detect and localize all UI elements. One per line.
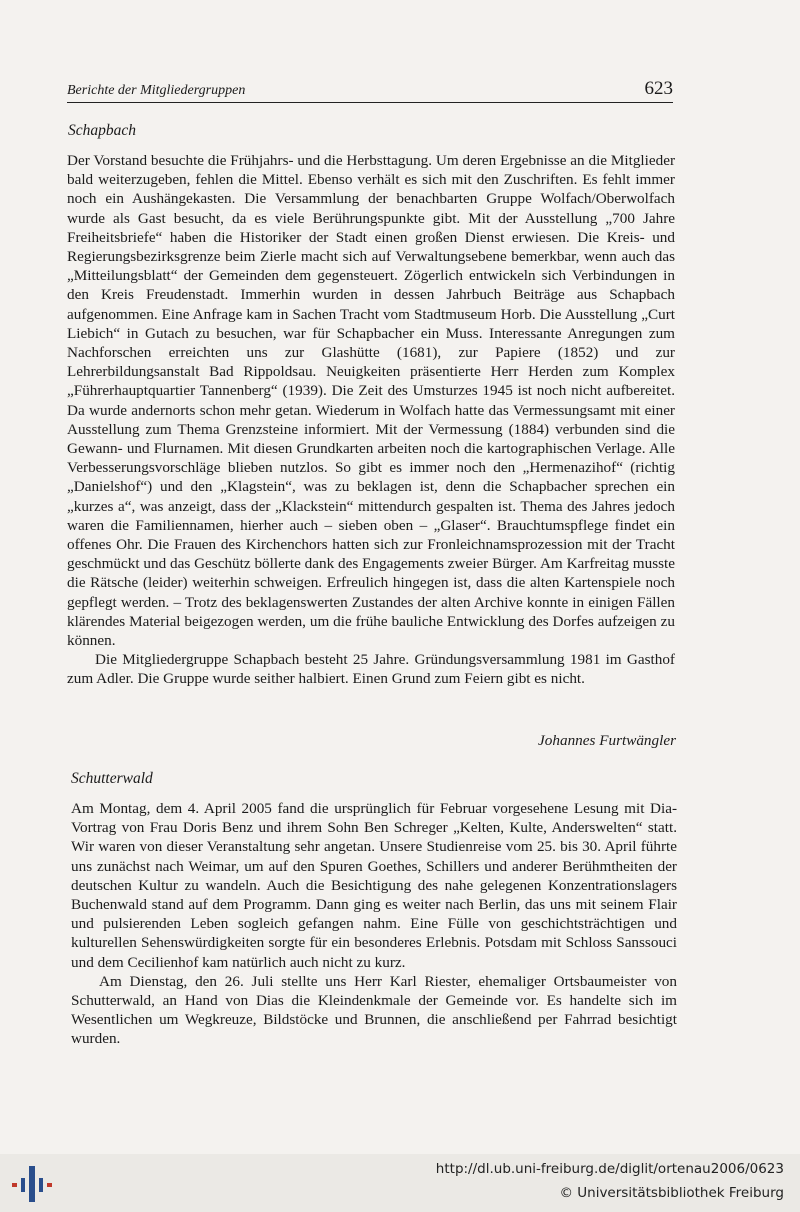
section-body-schapbach (67, 151, 675, 689)
source-url-link[interactable]: http://dl.ub.uni-freiburg.de/diglit/ortenau2006/0623 (435, 1161, 784, 1177)
paragraph: Am Dienstag, den 26. Juli stellte uns Herr Karl Riester, ehemaliger Ortsbaumeister von Schutterwald, an Hand von Dias die Kleindenkmale der Gemeinde vor. Es handelte sich im Wesentlichen um Wegkreuze, Bildstöcke und Brunnen, die anschließend per Fahrrad besichtigt wurden. (71, 972, 677, 1048)
copyright-notice: © Universitätsbibliothek Freiburg (559, 1185, 784, 1201)
viewer-footer (0, 1154, 800, 1212)
section-heading-schutterwald: Schutterwald (71, 770, 153, 787)
running-title: Berichte der Mitgliedergruppen (67, 83, 246, 98)
section-body-schutterwald (71, 799, 677, 1049)
section-heading-schapbach: Schapbach (68, 122, 137, 139)
paragraph: Die Mitgliedergruppe Schapbach besteht 25 Jahre. Gründungsversammlung 1981 im Gasthof zum Adler. Die Gruppe wurde seither halbiert. Einen Grund zum Feiern gibt es nicht. (67, 651, 675, 688)
ub-freiburg-logo-icon (12, 1166, 52, 1202)
page-number: 623 (644, 78, 673, 99)
paragraph: Der Vorstand besuchte die Frühjahrs- und die Herbsttagung. Um deren Ergebnisse an die Mitglieder bald weiterzugeben, fehlen die Mittel. Ebenso verhält es sich mit den Zuschriften. Es fehlt immer noch ein Aushängekasten. Die Versammlung der benachbarten Gruppe Wolfach/Oberwolfach wurde als Gast besucht, da es viele Berührungspunkte gibt. Mit der Ausstellung „700 Jahre Freiheitsbriefe“ haben die Historiker der Stadt einen großen Dienst erwiesen. Die Kreis- und Regierungsbezirksgrenze beim Zierle macht sich auf Verwaltungsebene bemerkbar, wenn auch das „Mitteilungsblatt“ der Gemeinden dem gegensteuert. Zögerlich entwickeln sich Verbindungen in den Kreis Freudenstadt. Immerhin wurden in dessen Jahrbuch Beiträge aus Schapbach aufgenommen. Eine Anfrage kam in Sachen Tracht vom Stadtmuseum Horb. Die Ausstellung „Curt Liebich“ in Gutach zu besuchen, war für Schapbacher ein Muss. Interessante Anregungen zum Nachforschen erreichten uns zur Glashütte (1681), zur Papiere (1852) und zur Lehrerbildungsanstalt Bad Rippoldsau. Neuigkeiten präsentierte Herr Herden zum Komplex „Führerhauptquartier Tannenberg“ (1939). Die Zeit des Umsturzes 1945 ist noch nicht aufbereitet. Da wurde andernorts schon mehr getan. Wiederum in Wolfach hatte das Vermessungsamt mit einer Ausstellung zum Thema Grenzsteine informiert. Mit der Vermessung (1884) verbunden sind die Gewann- und Flurnamen. Mit diesen Grundkarten arbeiten noch die kartographischen Verlage. Alle Verbesserungsvorschläge blieben nutzlos. So gibt es immer noch den „Hermenazihof“ (richtig „Danielshof“) und den „Klagstein“, was zu beklagen ist, denn die Schapbacher sprechen ein „kurzes a“, was anzeigt, dass der „Klackstein“ mittendurch gespalten ist. Thema des Jahres jedoch waren die Familiennamen, hierher auch – sieben oben – „Glaser“. Brauchtumspflege findet ein offenes Ohr. Die Frauen des Kirchenchors hatten sich zur Fronleichnamsprozession mit der Tracht geschmückt und das Geschütz böllerte dank des Engagements zweier Bürger. Am Karfreitag musste die Rätsche (leider) weiterhin schweigen. Erfreulich hingegen ist, dass die alten Kartenspiele noch gepflegt werden. – Trotz des beklagenswerten Zustandes der alten Archive konnte in einigen Fällen klärendes Material beigezogen werden, um die frühe bauliche Entwicklung des Dorfes aufzeigen zu können. (67, 152, 675, 650)
paragraph: Am Montag, dem 4. April 2005 fand die ursprünglich für Februar vorgesehene Lesung mit Dia-Vortrag von Frau Doris Benz und ihrem Sohn Ben Schreger „Kelten, Kulte, Anderswelten“ statt. Wir waren von dieser Veranstaltung sehr angetan. Unsere Studienreise vom 25. bis 30. April führte uns zunächst nach Weimar, um auf den Spuren Goethes, Schillers und anderer Berühmtheiten der deutschen Kultur zu wandeln. Auch die Besichtigung des nahe gelegenen Konzentrationslagers Buchenwald stand auf dem Programm. Dann ging es weiter nach Berlin, das uns mit seinem Flair und pulsierenden Leben sogleich gefangen nahm. Eine Fülle von geschichtsträchtigen und kulturellen Sehenswürdigkeiten sorgte für ein besonderes Erlebnis. Potsdam mit Schloss Sanssouci und dem Cecilienhof kam natürlich auch nicht zu kurz. (71, 800, 677, 971)
author-signature: Johannes Furtwängler (538, 732, 676, 749)
running-header (67, 80, 673, 103)
